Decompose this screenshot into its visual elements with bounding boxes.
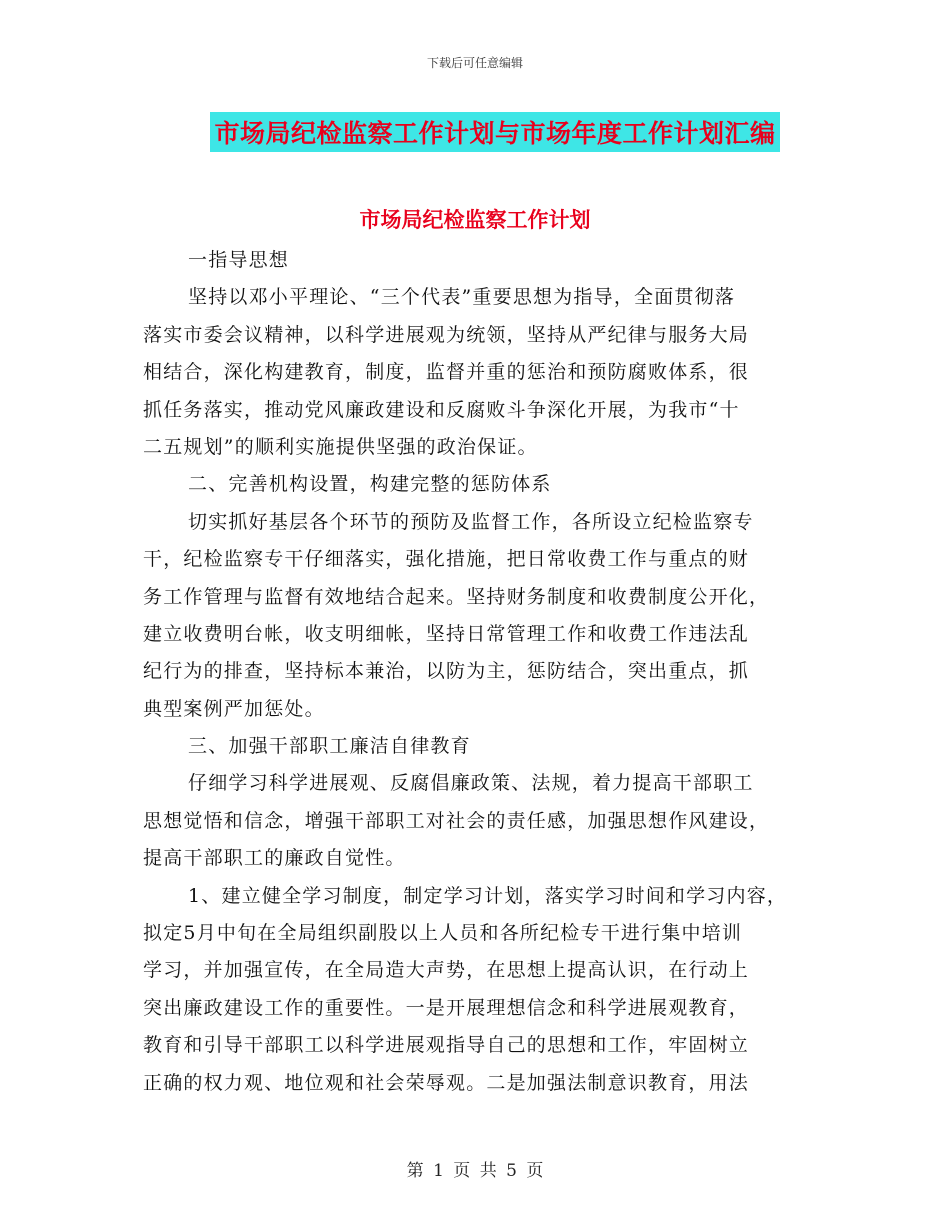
paragraph-line: 学习，并加强宣传，在全局造大声势，在思想上提高认识，在行动上 (143, 959, 750, 982)
main-title-wrap (0, 112, 950, 152)
paragraph-line: 典型案例严加惩处。 (143, 697, 325, 720)
paragraph-line: 落实市委会议精神，以科学进展观为统领，坚持从严纪律与服务大局 (143, 323, 750, 346)
paragraph-line: 二五规划”的顺利实施提供坚强的政治保证。 (143, 435, 538, 458)
main-title: 市场局纪检监察工作计划与市场年度工作计划汇编 (210, 112, 779, 152)
paragraph-line: 务工作管理与监督有效地结合起来。坚持财务制度和收费制度公开化， (143, 585, 770, 608)
paragraph-line: 切实抓好基层各个环节的预防及监督工作，各所设立纪检监察专 (188, 510, 754, 533)
paragraph-line: 建立收费明台帐，收支明细帐，坚持日常管理工作和收费工作违法乱 (143, 622, 750, 645)
paragraph-line: 干，纪检监察专干仔细落实，强化措施，把日常收费工作与重点的财 (143, 548, 750, 571)
sub-title: 市场局纪检监察工作计划 (359, 208, 591, 232)
section-heading-1: 一指导思想 (188, 249, 290, 271)
paragraph-line: 突出廉政建设工作的重要性。一是开展理想信念和科学进展观教育， (143, 996, 750, 1019)
paragraph-line: 仔细学习科学进展观、反腐倡廉政策、法规，着力提高干部职工 (188, 772, 754, 795)
page-footer: 第 1 页 共 5 页 (406, 1161, 544, 1181)
paragraph-line: 抓任务落实，推动党风廉政建设和反腐败斗争深化开展，为我市“十 (143, 398, 740, 421)
body-text (143, 242, 798, 1102)
paragraph-line: 思想觉悟和信念，增强干部职工对社会的责任感，加强思想作风建设， (143, 809, 770, 832)
paragraph-line: 正确的权力观、地位观和社会荣辱观。二是加强法制意识教育，用法 (143, 1071, 750, 1094)
section-heading-3: 三、加强干部职工廉洁自律教育 (188, 735, 471, 758)
paragraph-line: 纪行为的排查，坚持标本兼治，以防为主，惩防结合，突出重点，抓 (143, 660, 750, 683)
paragraph-line: 拟定5月中旬在全局组织副股以上人员和各所纪检专干进行集中培训 (143, 922, 743, 945)
paragraph-line: 教育和引导干部职工以科学进展观指导自己的思想和工作，牢固树立 (143, 1034, 750, 1057)
paragraph-line: 相结合，深化构建教育，制度，监督并重的惩治和预防腐败体系，很 (143, 361, 750, 384)
section-heading-2: 二、完善机构设置，构建完整的惩防体系 (188, 473, 552, 496)
header-note: 下载后可任意编辑 (426, 56, 523, 70)
paragraph-line: 提高干部职工的廉政自觉性。 (143, 847, 406, 870)
paragraph-line: 1、建立健全学习制度，制定学习计划，落实学习时间和学习内容， (188, 884, 788, 907)
paragraph-line: 坚持以邓小平理论、“三个代表”重要思想为指导，全面贯彻落 (188, 286, 736, 309)
